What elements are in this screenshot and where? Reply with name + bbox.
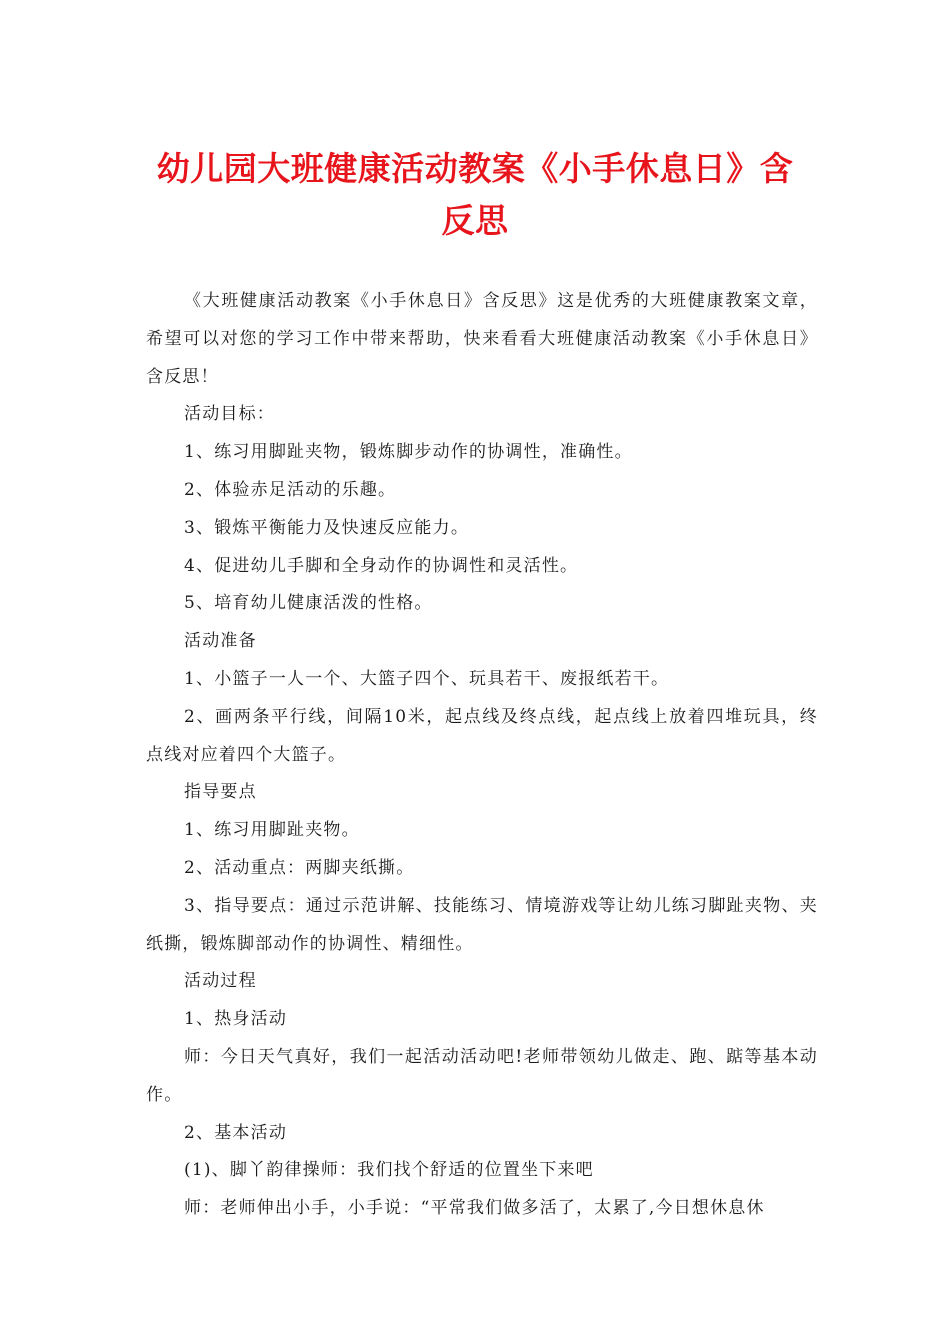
process-item: 1、热身活动 <box>184 1009 288 1030</box>
process-paragraph: 师：今日天气真好，我们一起活动活动吧!老师带领幼儿做走、跑、踮等基本动作。 <box>146 1046 818 1105</box>
goal-item: 2、体验赤足活动的乐趣。 <box>184 479 397 500</box>
goal-item: 1、练习用脚趾夹物，锻炼脚步动作的协调性，准确性。 <box>184 442 633 463</box>
goal-item: 5、培育幼儿健康活泼的性格。 <box>184 593 433 614</box>
preparation-item: 1、小篮子一人一个、大篮子四个、玩具若干、废报纸若干。 <box>184 668 670 689</box>
guidance-item: 1、练习用脚趾夹物。 <box>184 820 360 841</box>
document-title <box>130 143 820 247</box>
section-heading-process: 活动过程 <box>184 971 257 992</box>
process-paragraph: 师：老师伸出小手，小手说：“平常我们做多活了，太累了,今日想休息休 <box>184 1198 765 1219</box>
intro-paragraph: 《大班健康活动教案《小手休息日》含反思》这是优秀的大班健康教案文章，希望可以对您的学习工作中带来帮助，快来看看大班健康活动教案《小手休息日》含反思！ <box>146 291 818 387</box>
goal-item: 4、促进幼儿手脚和全身动作的协调性和灵活性。 <box>184 555 579 576</box>
guidance-item: 2、活动重点：两脚夹纸撕。 <box>184 857 415 878</box>
section-heading-goals: 活动目标： <box>184 404 275 425</box>
process-item: 2、基本活动 <box>184 1122 288 1143</box>
guidance-item: 3、指导要点：通过示范讲解、技能练习、情境游戏等让幼儿练习脚趾夹物、夹纸撕，锻炼脚部动作的协调性、精细性。 <box>146 895 818 954</box>
goal-item: 3、锻炼平衡能力及快速反应能力。 <box>184 517 470 538</box>
title-line-2: 反思 <box>441 201 509 240</box>
section-heading-guidance: 指导要点 <box>184 782 257 803</box>
process-paragraph: (1)、脚丫韵律操师：我们找个舒适的位置坐下来吧 <box>184 1160 594 1181</box>
preparation-item: 2、画两条平行线，间隔10米，起点线及终点线，起点线上放着四堆玩具，终点线对应着四个大篮子。 <box>146 706 818 765</box>
document-body <box>146 283 818 1228</box>
title-line-1: 幼儿园大班健康活动教案《小手休息日》含 <box>156 149 794 188</box>
section-heading-preparation: 活动准备 <box>184 631 257 652</box>
